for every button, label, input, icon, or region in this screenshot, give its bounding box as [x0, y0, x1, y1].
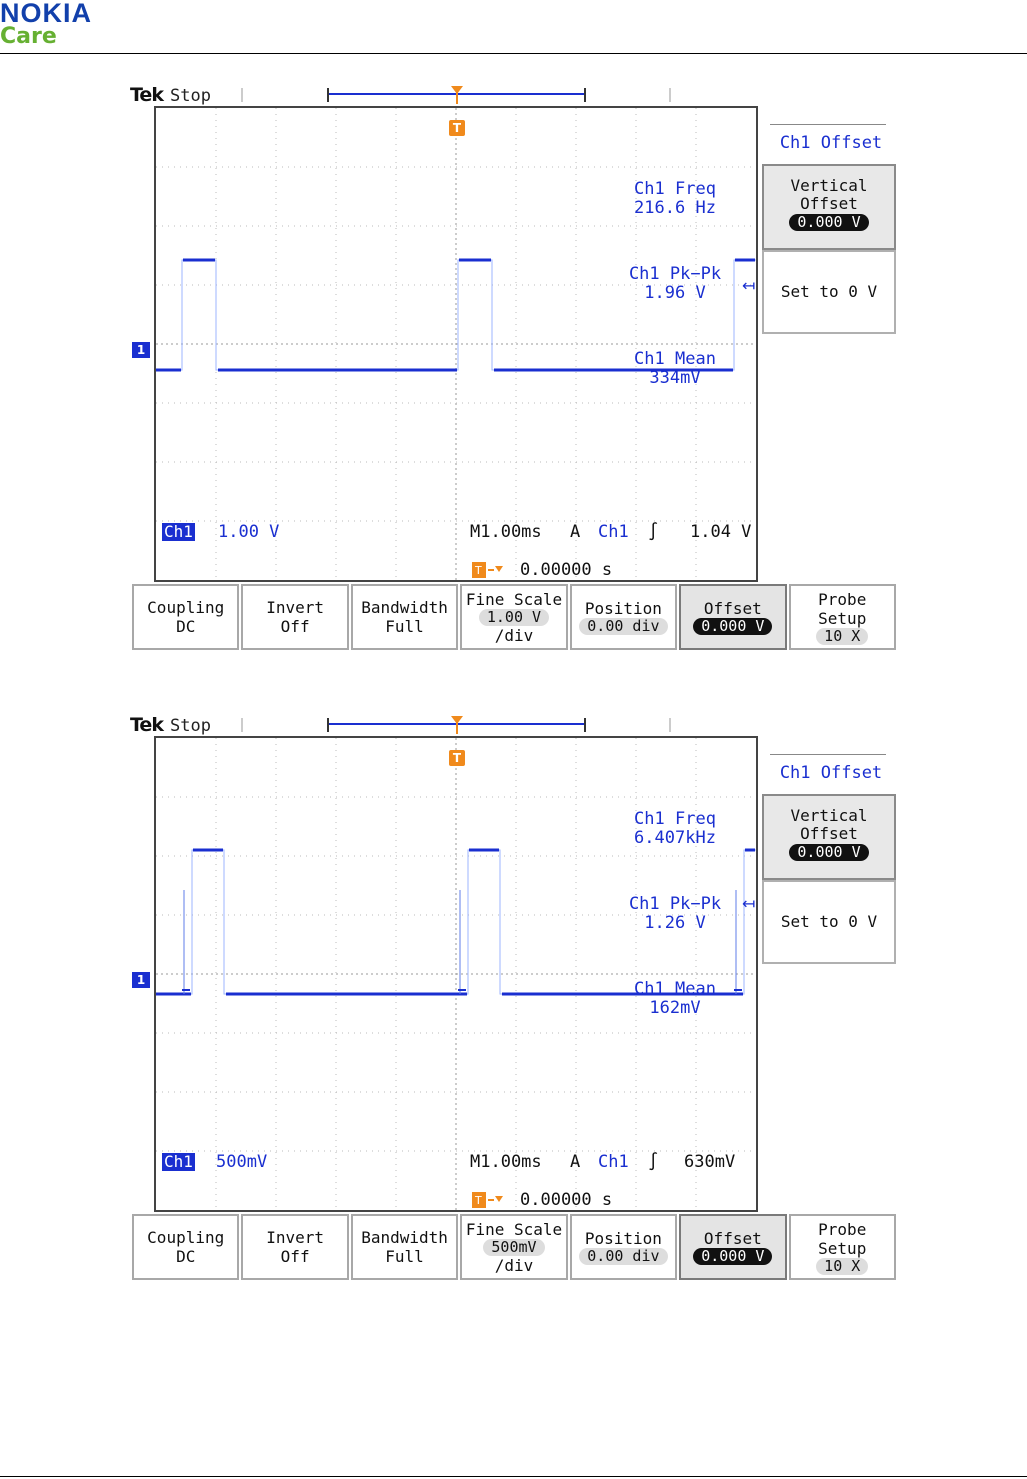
freq-label: Ch1 Freq — [634, 179, 716, 199]
bandwidth-button[interactable] — [351, 1214, 458, 1280]
freq-value: 6.407kHz — [634, 828, 716, 848]
ch1-scale: 1.00 V — [218, 522, 280, 542]
oscilloscope-screen-1 — [130, 84, 896, 650]
position-value: 0.00 div — [579, 1248, 667, 1265]
mean-label: Ch1 Mean — [634, 979, 716, 999]
bandwidth-label: Bandwidth — [361, 598, 448, 617]
fine-scale-unit: /div — [494, 625, 534, 645]
vertical-offset-label-2: Offset — [800, 194, 858, 213]
mean-value: 334mV — [649, 368, 701, 388]
offset-label: Offset — [703, 1229, 762, 1248]
trigger-position-icon — [472, 562, 504, 578]
bottom-menu — [132, 584, 896, 650]
svg-text:T: T — [475, 1194, 482, 1207]
fine-scale-button[interactable] — [460, 584, 567, 650]
vertical-offset-button[interactable] — [762, 794, 896, 880]
set-to-zero-button[interactable]: Set to 0 V — [762, 880, 896, 964]
vertical-offset-label-1: Vertical — [790, 806, 868, 825]
invert-button[interactable] — [241, 1214, 348, 1280]
bottom-menu — [132, 1214, 896, 1280]
acquisition-status: Stop — [170, 86, 211, 106]
trigger-marker-icon: T — [449, 750, 465, 766]
position-label: Position — [584, 1229, 662, 1248]
pkpk-value: 1.96 V — [644, 283, 706, 303]
invert-value: Off — [280, 1247, 310, 1266]
pkpk-label: Ch1 Pk−Pk — [628, 894, 722, 914]
probe-value: 10 X — [816, 628, 868, 645]
tek-logo: Tek — [130, 714, 163, 736]
offset-button[interactable] — [679, 1214, 786, 1280]
svg-text:T: T — [475, 564, 482, 577]
offset-button[interactable] — [679, 584, 786, 650]
coupling-label: Coupling — [147, 1228, 225, 1247]
side-menu-title: Ch1 Offset — [779, 763, 883, 783]
coupling-value: DC — [176, 1247, 196, 1266]
ch1-ground-marker-icon: 1 — [132, 972, 150, 988]
oscilloscope-screen-2 — [130, 714, 896, 1280]
offset-value: 0.000 V — [693, 618, 772, 635]
ch1-ground-marker-icon: 1 — [132, 342, 150, 358]
header-rule — [0, 53, 1027, 54]
vertical-offset-value: 0.000 V — [789, 844, 868, 861]
trigger-mode: A — [570, 1152, 581, 1172]
coupling-button[interactable] — [132, 584, 239, 650]
fine-scale-value: 1.00 V — [479, 609, 549, 626]
ch1-scale: 500mV — [216, 1152, 268, 1172]
freq-label: Ch1 Freq — [634, 809, 716, 829]
invert-label: Invert — [266, 598, 325, 617]
coupling-value: DC — [176, 617, 196, 636]
trigger-level: 1.04 V — [690, 522, 752, 542]
coupling-button[interactable] — [132, 1214, 239, 1280]
vertical-offset-value: 0.000 V — [789, 214, 868, 231]
invert-value: Off — [280, 617, 310, 636]
offset-arrow-icon: ↤ — [742, 276, 756, 295]
probe-label-2: Setup — [818, 1238, 867, 1258]
position-button[interactable] — [570, 1214, 677, 1280]
brand-wordmark: NOKIA — [0, 0, 92, 28]
nokia-care-logo — [0, 0, 130, 52]
trigger-slope-icon: ∫ — [648, 522, 659, 542]
pkpk-value: 1.26 V — [644, 913, 706, 933]
ch1-badge: Ch1 — [164, 522, 193, 541]
brand-subtitle: Care — [0, 24, 57, 49]
trigger-level: 630mV — [684, 1152, 736, 1172]
bandwidth-value: Full — [385, 617, 424, 636]
mean-value: 162mV — [649, 998, 701, 1018]
probe-setup-button[interactable] — [789, 584, 896, 650]
tek-logo: Tek — [130, 84, 163, 106]
trigger-marker-icon: T — [449, 120, 465, 136]
bandwidth-label: Bandwidth — [361, 1228, 448, 1247]
menu-divider — [770, 124, 886, 125]
trigger-mode: A — [570, 522, 581, 542]
bandwidth-value: Full — [385, 1247, 424, 1266]
probe-label-2: Setup — [818, 608, 867, 628]
menu-divider — [770, 754, 886, 755]
trigger-position-icon — [472, 1192, 504, 1208]
fine-scale-unit: /div — [494, 1255, 534, 1275]
bandwidth-button[interactable] — [351, 584, 458, 650]
vertical-offset-button[interactable] — [762, 164, 896, 250]
trigger-position: 0.00000 s — [520, 1190, 613, 1210]
timebase: M1.00ms — [470, 522, 542, 542]
set-to-zero-button[interactable]: Set to 0 V — [762, 250, 896, 334]
offset-arrow-icon: ↤ — [742, 894, 756, 913]
mean-label: Ch1 Mean — [634, 349, 716, 369]
fine-scale-value: 500mV — [483, 1239, 544, 1256]
fine-scale-label: Fine Scale — [465, 589, 563, 609]
probe-label: Probe — [818, 1219, 867, 1239]
side-menu-title: Ch1 Offset — [779, 133, 883, 153]
offset-label: Offset — [703, 599, 762, 618]
position-button[interactable] — [570, 584, 677, 650]
offset-value: 0.000 V — [693, 1248, 772, 1265]
footer-rule — [0, 1476, 1027, 1477]
probe-setup-button[interactable] — [789, 1214, 896, 1280]
trigger-position: 0.00000 s — [520, 560, 613, 580]
freq-value: 216.6 Hz — [634, 198, 716, 218]
invert-label: Invert — [266, 1228, 325, 1247]
ch1-badge: Ch1 — [164, 1152, 193, 1171]
vertical-offset-label-1: Vertical — [790, 176, 868, 195]
pkpk-label: Ch1 Pk−Pk — [628, 264, 722, 284]
coupling-label: Coupling — [147, 598, 225, 617]
probe-label: Probe — [818, 589, 867, 609]
position-value: 0.00 div — [579, 618, 667, 635]
waveform-graticule — [154, 106, 758, 582]
trigger-source: Ch1 — [598, 522, 629, 542]
trigger-slope-icon: ∫ — [648, 1152, 659, 1172]
fine-scale-button[interactable] — [460, 1214, 567, 1280]
position-label: Position — [584, 599, 662, 618]
trigger-source: Ch1 — [598, 1152, 629, 1172]
timebase: M1.00ms — [470, 1152, 542, 1172]
invert-button[interactable] — [241, 584, 348, 650]
fine-scale-label: Fine Scale — [465, 1219, 563, 1239]
probe-value: 10 X — [816, 1258, 868, 1275]
waveform-graticule — [154, 736, 758, 1212]
vertical-offset-label-2: Offset — [800, 824, 858, 843]
acquisition-status: Stop — [170, 716, 211, 736]
